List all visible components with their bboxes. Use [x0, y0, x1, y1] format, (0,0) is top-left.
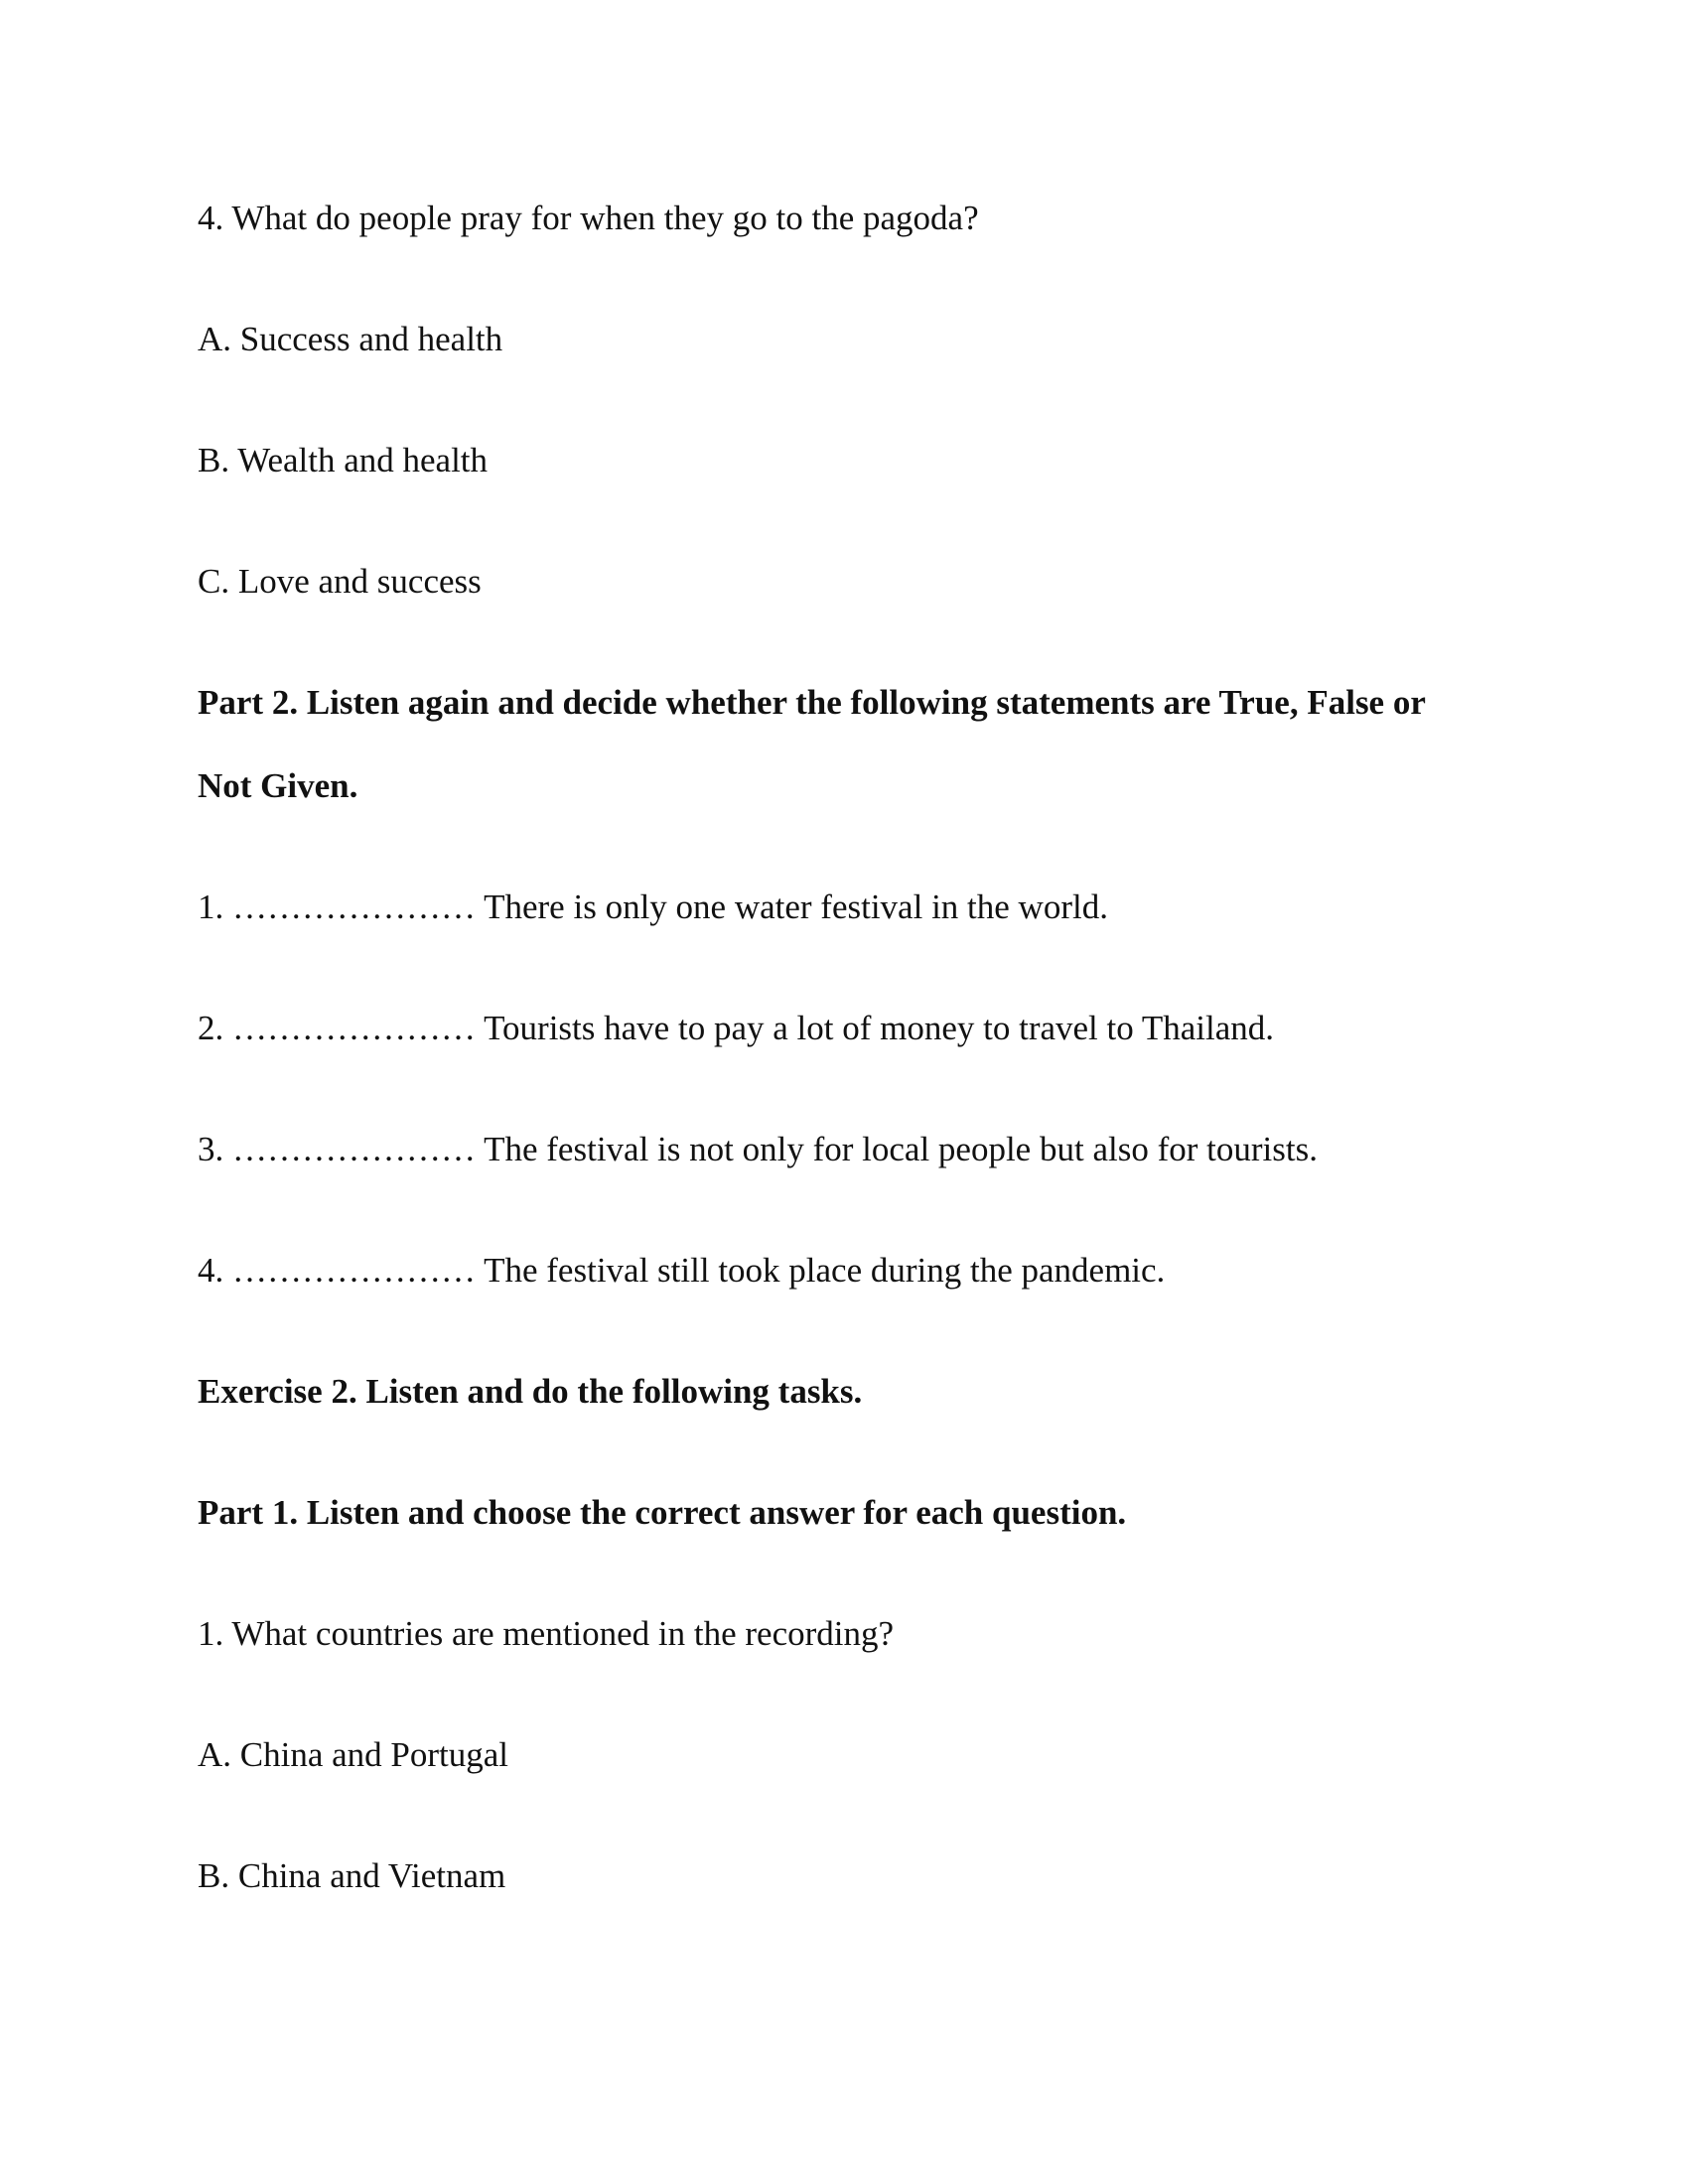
exercise-2-question-1: 1. What countries are mentioned in the recording? — [198, 1614, 895, 1653]
exercise-2-option-a: A. China and Portugal — [198, 1735, 509, 1774]
option-b-text: B. Wealth and health — [198, 441, 489, 479]
exercise-2-option-b: B. China and Vietnam — [198, 1856, 506, 1895]
statement-4: 4. ………………… The festival still took place during the pandemic. — [198, 1251, 1166, 1290]
exercise-2-heading: Exercise 2. Listen and do the following tasks. — [198, 1372, 863, 1411]
option-a-text: A. Success and health — [198, 320, 503, 358]
part-2-heading-line-1: Part 2. Listen again and decide whether the following statements are True, False or — [198, 683, 1426, 722]
question-4-text: 4. What do people pray for when they go to the pagoda? — [198, 199, 979, 237]
statement-2: 2. ………………… Tourists have to pay a lot of money to travel to Thailand. — [198, 1009, 1275, 1047]
option-c-text: C. Love and success — [198, 562, 482, 601]
statement-1: 1. ………………… There is only one water festival in the world. — [198, 887, 1108, 926]
part-2-heading-line-2: Not Given. — [198, 766, 358, 805]
statement-3: 3. ………………… The festival is not only for local people but also for tourists. — [198, 1130, 1318, 1168]
exercise-2-part-1-heading: Part 1. Listen and choose the correct answer for each question. — [198, 1493, 1127, 1532]
